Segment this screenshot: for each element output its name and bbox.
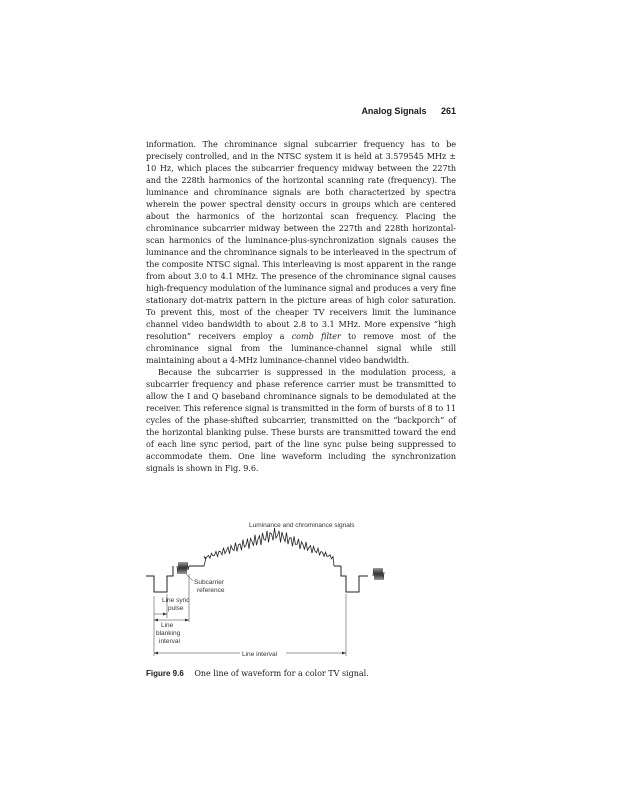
caption-text: One line of waveform for a color TV signal. xyxy=(194,669,369,678)
body-text xyxy=(146,138,456,474)
running-head xyxy=(0,106,456,116)
label-blanking: blanking xyxy=(156,630,181,637)
paragraph xyxy=(146,138,456,366)
leader-subcarrier xyxy=(186,574,193,581)
page-number: 261 xyxy=(440,106,456,116)
burst-right xyxy=(373,568,384,580)
section-title: Analog Signals xyxy=(361,106,427,116)
italic-term: comb filter xyxy=(291,331,341,341)
label-line: Line xyxy=(161,622,174,629)
waveform-diagram xyxy=(146,518,456,658)
paragraph-text: to remove most of the chrominance signal from the luminance-channel signal while still maintaining about a 4-MHz luminance-channel video bandwidth. xyxy=(146,331,456,365)
video-signal-trace xyxy=(204,528,334,566)
figure-caption xyxy=(146,668,466,679)
burst-left xyxy=(177,562,189,574)
label-pulse: pulse xyxy=(168,605,184,612)
caption-label: Figure 9.6 xyxy=(146,669,184,678)
label-line-interval: Line interval xyxy=(242,651,278,658)
label-line-sync: Line sync xyxy=(162,597,190,604)
arrowheads xyxy=(154,613,346,655)
figure-9-6 xyxy=(146,518,456,658)
label-subcarrier: Subcarrier xyxy=(194,579,224,586)
paragraph-text: information. The chrominance signal subcarrier frequency has to be precisely controlled, and in the NTSC system it is held at 3.579545 MHz ± 10 Hz, which places the subcarrier frequency midway between the 227th and the 228th harmonics of the horizontal scanning rate (frequency). The luminance and chrominance signals are both characterized by spectra wherein the power spectral density occurs in groups which are centered about the harmonics of the horizontal scan frequency. Placing the chrominance subcarrier midway between the 227th and 228th horizontal-scan harmonics of the luminance-plus-synchronization signals causes the luminance and the chrominance signals to be interleaved in the spectrum of the composite NTSC signal. This interleaving is most apparent in the range from about 3.0 to 4.1 MHz. The presence of the chrominance signal causes high-frequency modulation of the luminance signal and produces a very fine stationary dot-matrix pattern in the picture areas of high color saturation. To prevent this, most of the cheaper TV receivers limit the luminance channel video bandwidth to about 2.8 to 3.1 MHz. More expensive “high resolution” receivers employ a xyxy=(146,139,456,341)
label-reference: reference xyxy=(197,587,225,594)
paragraph xyxy=(146,366,456,474)
label-interval: interval xyxy=(159,638,180,645)
label-luminance-chrominance: Luminance and chrominance signals xyxy=(249,522,355,529)
paragraph-text: Because the subcarrier is suppressed in the modulation process, a subcarrier frequency and phase reference carrier must be transmitted to allow the I and Q baseband chrominance signals to be demodulated at the receiver. This reference signal is transmitted in the form of bursts of 8 to 11 cycles of the phase-shifted subcarrier, transmitted on the “backporch” of the horizontal blanking pulse. These bursts are transmitted toward the end of each line sync period, part of the line sync pulse being suppressed to accommodate them. One line waveform including the synchronization signals is shown in Fig. 9.6. xyxy=(146,367,456,473)
